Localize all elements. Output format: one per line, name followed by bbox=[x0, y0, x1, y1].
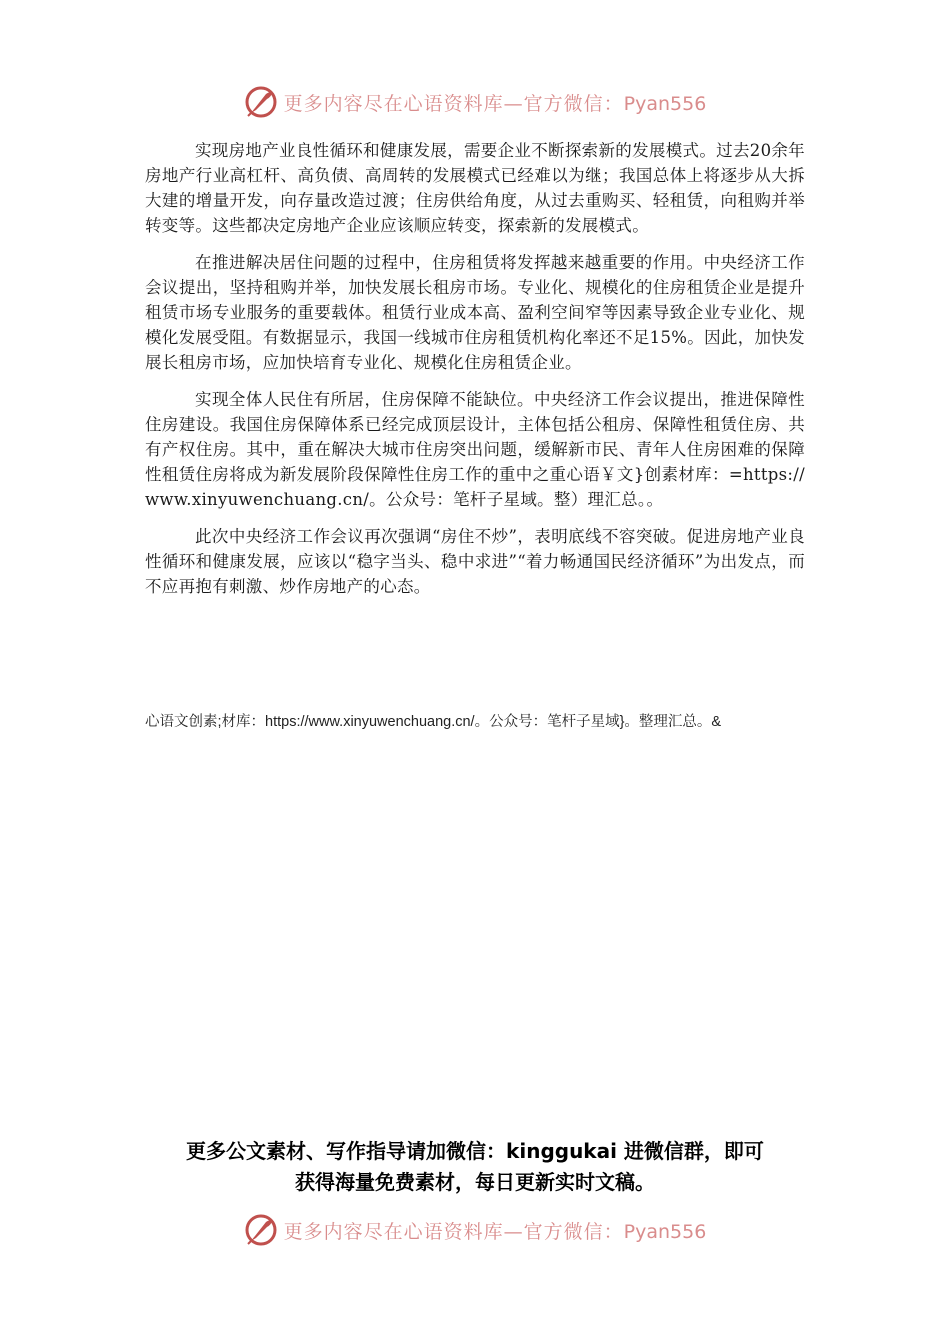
banner-text: 更多内容尽在心语资料库—官方微信：Pyan556 bbox=[283, 92, 707, 115]
paragraph: 实现房地产业良性循环和健康发展，需要企业不断探索新的发展模式。过去20余年房地产行业高杠杆、高负债、高周转的发展模式已经难以为继；我国总体上将逐步从大拆大建的增量开发，向存量改造过渡；住房供给角度，从过去重购买、轻租赁，向租购并举转变等。这些都决定房地产企业应该顺应转变，探索新的发展模式。 bbox=[145, 141, 805, 235]
quill-logo-icon bbox=[244, 85, 278, 119]
paragraph: 此次中央经济工作会议再次强调“房住不炒”，表明底线不容突破。促进房地产业良性循环和健康发展，应该以“稳字当头、稳中求进”“着力畅通国民经济循环”为出发点，而不应再抱有刺激、炒作房地产的心态。 bbox=[145, 527, 805, 596]
promo-line-2: 获得海量免费素材，每日更新实时文稿。 bbox=[295, 1170, 655, 1194]
article-body bbox=[145, 138, 805, 611]
footer-banner bbox=[0, 1208, 950, 1252]
promo-text bbox=[0, 1136, 950, 1198]
source-note: 心语文创素;材库：https://www.xinyuwenchuang.cn/。公众号：笔杆子星域}。整理汇总。& bbox=[145, 714, 722, 730]
header-banner bbox=[0, 80, 950, 124]
banner-text: 更多内容尽在心语资料库—官方微信：Pyan556 bbox=[283, 1220, 707, 1243]
paragraph: 在推进解决居住问题的过程中，住房租赁将发挥越来越重要的作用。中央经济工作会议提出，坚持租购并举，加快发展长租房市场。专业化、规模化的住房租赁企业是提升租赁市场专业服务的重要载体。租赁行业成本高、盈利空间窄等因素导致企业专业化、规模化发展受阻。有数据显示，我国一线城市住房租赁机构化率还不足15%。因此，加快发展长租房市场，应加快培育专业化、规模化住房租赁企业。 bbox=[145, 253, 805, 372]
paragraph: 实现全体人民住有所居，住房保障不能缺位。中央经济工作会议提出，推进保障性住房建设。我国住房保障体系已经完成顶层设计，主体包括公租房、保障性租赁住房、共有产权住房。其中，重在解决大城市住房突出问题，缓解新市民、青年人住房困难的保障性租赁住房将成为新发展阶段保障性住房工作的重中之重心语￥文}创素材库：=https://www.xinyuwenchuang.cn/。公众号：笔杆子星域。整）理汇总。。 bbox=[145, 390, 805, 509]
wechat-handle: Pyan556 bbox=[623, 92, 707, 115]
wechat-handle: Pyan556 bbox=[623, 1220, 707, 1243]
promo-line-1: 更多公文素材、写作指导请加微信：kinggukai 进微信群，即可 bbox=[186, 1139, 764, 1163]
quill-logo-icon bbox=[244, 1213, 278, 1247]
